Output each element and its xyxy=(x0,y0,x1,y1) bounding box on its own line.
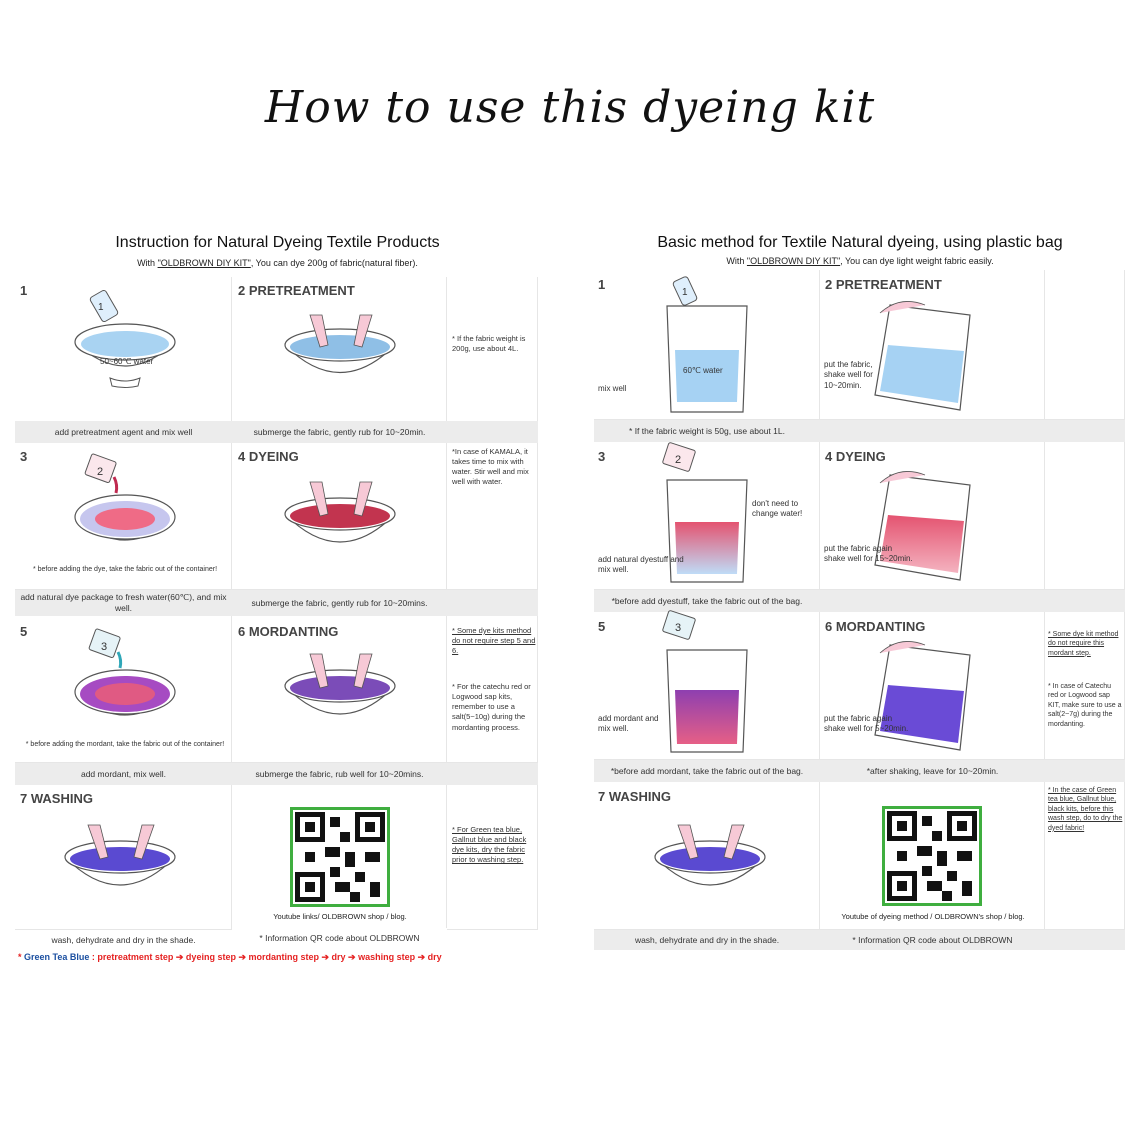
right-water-label: 60℃ water xyxy=(683,366,723,375)
right-step3-num: 3 xyxy=(598,449,606,464)
right-caption8: * Information QR code about OLDBROWN xyxy=(820,930,1045,950)
left-step2-title: 2 PRETREATMENT xyxy=(238,283,355,298)
left-caption4: submerge the fabric, gently rub for 10~20mins. xyxy=(232,590,447,616)
svg-text:3: 3 xyxy=(675,622,682,634)
left-step3-num: 3 xyxy=(20,449,28,464)
bowl-hands-indigo-icon-right xyxy=(650,825,770,915)
left-note3b: * For the catechu red or Logwood sap kits, remember to use a salt(5~10g) during the mordanting process. xyxy=(452,682,531,732)
left-step5-num: 5 xyxy=(20,624,28,639)
bowl-blue-icon xyxy=(70,290,180,400)
right-caption-empty4 xyxy=(1045,930,1125,950)
svg-text:3: 3 xyxy=(101,641,108,653)
left-subtitle: With "OLDBROWN DIY KIT", You can dye 200g of fabric(natural fiber). xyxy=(137,258,418,268)
bag-shake-red-icon xyxy=(870,455,980,585)
right-step6-title: 6 MORDANTING xyxy=(825,619,926,634)
right-caption-empty1 xyxy=(1045,420,1125,442)
right-caption7: wash, dehydrate and dry in the shade. xyxy=(594,930,820,950)
left-step7-title: 7 WASHING xyxy=(20,791,93,806)
kit-name: "OLDBROWN DIY KIT" xyxy=(157,258,251,268)
right-caption5: *before add mordant, take the fabric out of the bag. xyxy=(594,760,820,782)
right-step7-title: 7 WASHING xyxy=(598,789,671,804)
qr-pattern xyxy=(295,812,385,902)
right-heading: Basic method for Textile Natural dyeing, using plastic bag xyxy=(657,234,1063,251)
bowl-red-icon xyxy=(70,455,180,565)
right-add-dye: add natural dyestuff and mix well. xyxy=(598,555,684,575)
left-water-label: 50~60℃ water xyxy=(100,357,154,366)
left-step1-num: 1 xyxy=(20,283,28,298)
right-caption4-empty xyxy=(820,590,1045,612)
right-note4: * In the case of Green tea blue, Gallnut blue, black kits, before this wash step, do to dry the dyed fabric! xyxy=(1048,787,1123,832)
qr-pattern-right xyxy=(887,811,977,901)
right-add-mordant: add mordant and mix well. xyxy=(598,714,659,734)
right-caption-empty2 xyxy=(1045,590,1125,612)
left-step6-title: 6 MORDANTING xyxy=(238,624,339,639)
right-put1: put the fabric, shake well for 10~20min. xyxy=(824,360,873,390)
right-put3: put the fabric again shake well for 5~20min. xyxy=(824,714,909,734)
right-qr-text: Youtube of dyeing method / OLDBROWN's shop / blog. xyxy=(841,912,1025,921)
right-empty-cell2 xyxy=(1045,442,1125,590)
left-caption8: * Information QR code about OLDBROWN xyxy=(232,928,447,948)
bag-shake-purple-icon xyxy=(870,625,980,755)
right-caption1: * If the fabric weight is 50g, use about 1L. xyxy=(594,420,820,442)
left-caption2: submerge the fabric, gently rub for 10~20min. xyxy=(232,421,447,443)
kit-name-right: "OLDBROWN DIY KIT" xyxy=(746,256,841,266)
svg-text:2: 2 xyxy=(675,454,682,466)
left-heading: Instruction for Natural Dyeing Textile Products xyxy=(115,234,440,251)
left-step4-title: 4 DYEING xyxy=(238,449,299,464)
page-title: How to use this dyeing kit xyxy=(264,82,876,133)
footer-note: * Green Tea Blue : pretreatment step ➔ dyeing step ➔ mordanting step ➔ dry ➔ washing step ➔ dry xyxy=(18,952,442,962)
left-note4: * For Green tea blue, Gallnut blue and black dye kits, dry the fabric prior to washing step. xyxy=(452,825,527,865)
bag-shake-blue-icon xyxy=(870,285,980,415)
right-caption2-empty xyxy=(820,420,1045,442)
svg-text:2: 2 xyxy=(97,466,104,478)
bag-blue-icon xyxy=(665,278,750,416)
right-caption-empty3 xyxy=(1045,760,1125,782)
left-warning5: * before adding the mordant, take the fabric out of the container! xyxy=(25,741,225,748)
left-caption-empty3 xyxy=(447,763,538,785)
bowl-hands-blue-icon xyxy=(280,315,400,405)
right-put2: put the fabric again shake well for 15~20min. xyxy=(824,544,913,564)
bowl-hands-purple-icon xyxy=(280,654,400,744)
svg-text:1: 1 xyxy=(98,302,104,313)
left-caption-empty2 xyxy=(447,590,538,616)
right-note3a: * Some dye kit method do not require this mordant step. xyxy=(1048,631,1119,657)
bag-purple-icon xyxy=(665,614,750,756)
right-mix-label: mix well xyxy=(598,384,627,393)
left-qr-code[interactable] xyxy=(290,807,390,907)
right-change-water: don't need to change water! xyxy=(752,499,803,519)
right-caption3: *before add dyestuff, take the fabric out of the bag. xyxy=(594,590,820,612)
green-tea-blue-label: Green Tea Blue xyxy=(24,952,90,962)
left-caption6: submerge the fabric, rub well for 10~20mins. xyxy=(232,763,447,785)
right-note3b: * In case of Catechu red or Logwood sap KIT, make sure to use a salt(2~7g) during the mordanting. xyxy=(1048,683,1122,728)
right-subtitle: With "OLDBROWN DIY KIT", You can dye light weight fabric easily. xyxy=(726,256,994,266)
right-step2-title: 2 PRETREATMENT xyxy=(825,277,942,292)
right-caption6: *after shaking, leave for 10~20min. xyxy=(820,760,1045,782)
left-note2: *In case of KAMALA, it takes time to mix with water. Stir well and mix well with water. xyxy=(452,447,529,487)
right-empty-cell1 xyxy=(1045,270,1125,420)
right-step5-num: 5 xyxy=(598,619,606,634)
right-step1-num: 1 xyxy=(598,277,606,292)
left-caption-empty xyxy=(447,421,538,443)
right-step4-title: 4 DYEING xyxy=(825,449,886,464)
left-note1: * If the fabric weight is 200g, use about 4L. xyxy=(452,334,526,354)
left-caption1: add pretreatment agent and mix well xyxy=(15,421,232,443)
svg-text:1: 1 xyxy=(682,287,688,298)
left-caption3: add natural dye package to fresh water(60℃), and mix well. xyxy=(15,590,232,616)
left-note3a: * Some dye kits method do not require step 5 and 6. xyxy=(452,626,536,656)
bowl-purple-red-icon xyxy=(70,630,180,740)
left-warning3: * before adding the dye, take the fabric out of the container! xyxy=(32,566,218,573)
bowl-hands-red-icon xyxy=(280,482,400,572)
right-qr-code[interactable] xyxy=(882,806,982,906)
left-caption7: wash, dehydrate and dry in the shade. xyxy=(15,930,232,950)
left-qr-text: Youtube links/ OLDBROWN shop / blog. xyxy=(273,912,407,921)
bowl-hands-indigo-icon xyxy=(60,825,180,915)
left-caption5: add mordant, mix well. xyxy=(15,763,232,785)
